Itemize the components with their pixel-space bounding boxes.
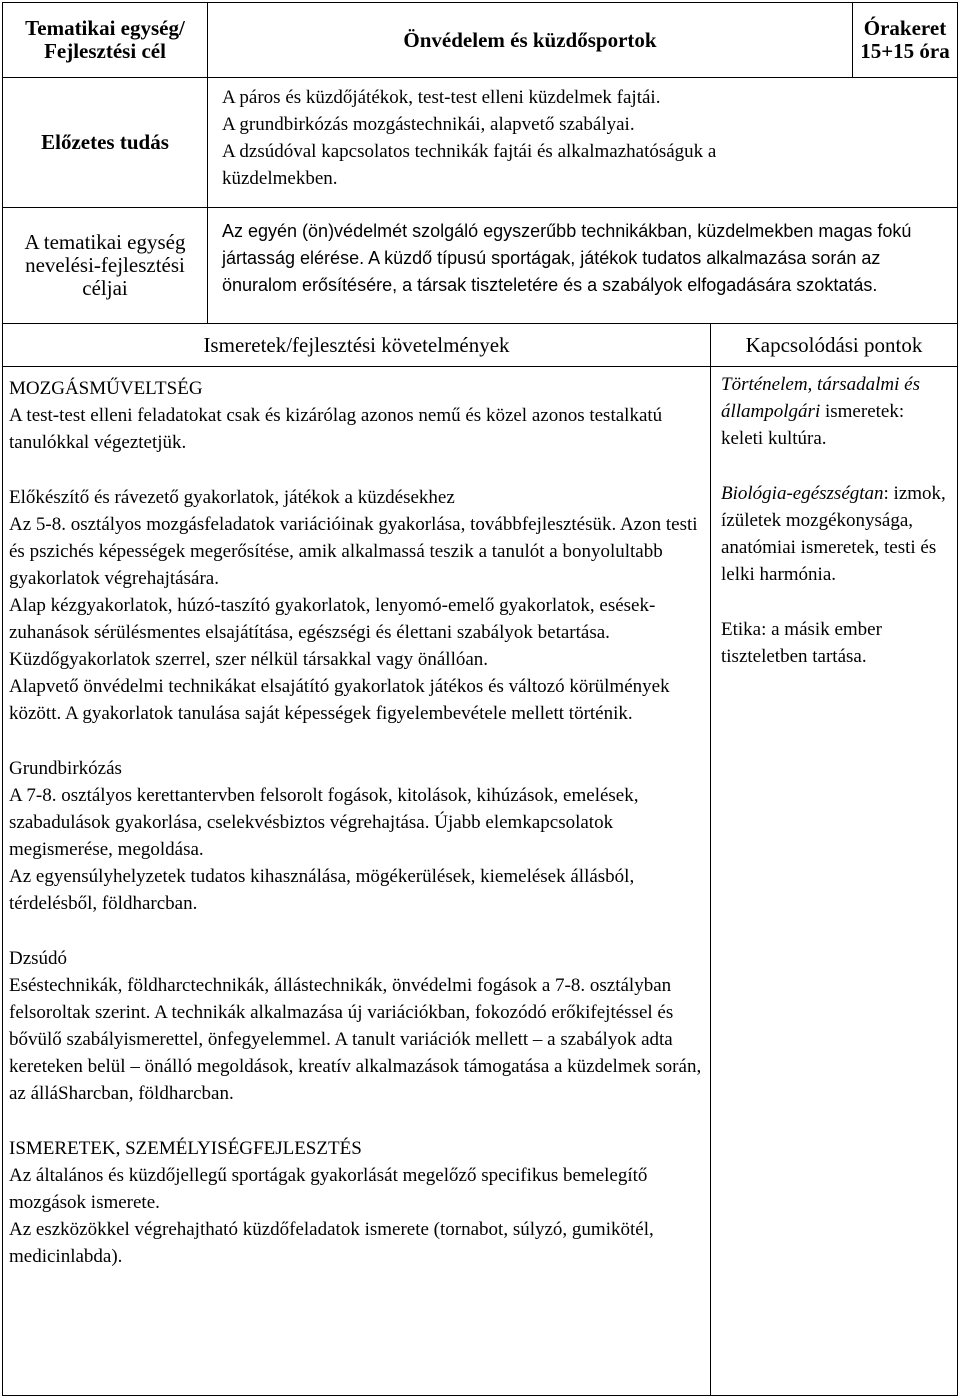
connections-header: Kapcsolódási pontok	[745, 332, 923, 357]
section-paragraph: Az eszközökkel végrehajtható küzdőfeladatok ismerete (tornabot, súlyzó, gumikötél, medicinlabda).	[9, 1219, 654, 1267]
section-paragraph: Az általános és küzdőjellegű sportágak gyakorlását megelőző specifikus bemelegítő mozgások ismerete.	[9, 1165, 648, 1213]
curriculum-document	[2, 2, 958, 1396]
section-paragraph: Alap kézgyakorlatok, húzó-taszító gyakorlatok, lenyomó-emelő gyakorlatok, esések-zuhanások sérülésmentes elsajátítása, egészségi és élettani szabályok betartása.	[9, 595, 656, 643]
goals-text-cell	[208, 208, 957, 323]
unit-label-line2: Fejlesztési cél	[44, 39, 166, 63]
requirements-content	[3, 367, 711, 1395]
unit-label-cell	[3, 3, 208, 77]
section-paragraph: A 7-8. osztályos kerettantervben felsorolt fogások, kitolások, kihúzások, emelések, szabadulások gyakorlása, cselekvésbiztos végrehajtása. Újabb elemkapcsolatok megismerése, megoldása.	[9, 785, 639, 860]
connection-text: : izmok, ízületek mozgékonysága, anatómiai ismeretek, testi és lelki harmónia.	[721, 483, 946, 585]
connection-subject: Biológia-egészségtan	[721, 483, 884, 504]
goals-label-line2: nevelési-fejlesztési	[25, 253, 185, 277]
prior-knowledge-label: Előzetes tudás	[41, 130, 169, 154]
section-paragraph: A test-test elleni feladatokat csak és kizárólag azonos nemű és közel azonos testalkatú tanulókkal végeztetjük.	[9, 405, 663, 453]
section-paragraph: Eséstechnikák, földharctechnikák, állástechnikák, önvédelmi fogások a 7-8. osztályban felsoroltak szerint. A technikák alkalmazása új variációkban, fokozódó erőkifejtéssel és bővülő szabályismerettel, önfegyelemmel. A tanult variációk mellett – a szabályok adta kereteken belül – önálló megoldások, kreatív alkalmazások támogatása a küzdelmek során, az álláSharcban, földharcban.	[9, 975, 702, 1104]
section-grundbirkozas	[9, 755, 704, 917]
body-row	[3, 367, 957, 1395]
goals-row	[3, 208, 957, 324]
topic-title: Önvédelem és küzdősportok	[403, 27, 657, 52]
section-title: ISMERETEK, SZEMÉLYISÉGFEJLESZTÉS	[9, 1138, 362, 1159]
goals-label-line1: A tematikai egység	[24, 230, 186, 254]
prior-knowledge-line: A dzsúdóval kapcsolatos technikák fajtái és alkalmazhatóságuk a	[222, 141, 717, 162]
connection-history	[721, 371, 951, 452]
requirements-header: Ismeretek/fejlesztési követelmények	[203, 332, 510, 357]
section-judo	[9, 945, 704, 1107]
section-title: Előkészítő és rávezető gyakorlatok, játékok a küzdésekhez	[9, 487, 455, 508]
connections-header-cell	[711, 324, 957, 366]
requirements-header-row	[3, 324, 957, 367]
connection-ethics	[721, 616, 951, 670]
section-paragraph: Az 5-8. osztályos mozgásfeladatok variációinak gyakorlása, továbbfejlesztésük. Azon testi és pszichés képességek megerősítése, amik alkalmassá teszik a tanulót a bonyolultabb gyakorlatok végrehajtására.	[9, 514, 698, 589]
prior-knowledge-line: küzdelmekben.	[222, 168, 338, 189]
header-row	[3, 3, 957, 78]
section-movement-culture	[9, 375, 704, 456]
unit-label-line1: Tematikai egység/	[25, 16, 185, 40]
prior-knowledge-line: A páros és küzdőjátékok, test-test elleni küzdelmek fajtái.	[222, 87, 661, 108]
goals-text: Az egyén (ön)védelmét szolgáló egyszerűbb technikákban, küzdelmekben magas fokú jártasság elérése. A küzdő típusú sportágak, játékok tudatos alkalmazása során az önuralom erősítésére, a társak tiszteletére és a szabályok elfogadására szoktatás.	[222, 221, 912, 295]
hours-label: Órakeret	[863, 16, 947, 40]
hours-cell	[853, 3, 957, 77]
topic-title-cell	[208, 3, 853, 77]
hours-value: 15+15 óra	[860, 39, 950, 63]
connections-content	[711, 367, 957, 1395]
requirements-header-cell	[3, 324, 711, 366]
section-preparatory-exercises	[9, 484, 704, 727]
connection-text: ismeretek: keleti kultúra.	[721, 401, 905, 449]
connection-text: Etika: a másik ember tiszteletben tartása.	[721, 619, 882, 667]
prior-knowledge-text-cell	[208, 78, 957, 207]
goals-label-cell	[3, 208, 208, 323]
section-paragraph: Az egyensúlyhelyzetek tudatos kihasználása, mögékerülések, kiemelések állásból, térdelésből, földharcban.	[9, 866, 635, 914]
section-knowledge-personality	[9, 1135, 704, 1270]
section-paragraph: Alapvető önvédelmi technikákat elsajátító gyakorlatok játékos és változó körülmények között. A gyakorlatok tanulása saját képességek figyelembevétele mellett történik.	[9, 676, 670, 724]
section-title: Dzsúdó	[9, 948, 68, 969]
connection-subject: Történelem, társadalmi és állampolgári	[721, 374, 920, 422]
section-paragraph: Küzdőgyakorlatok szerrel, szer nélkül társakkal vagy önállóan.	[9, 649, 489, 670]
prior-knowledge-row	[3, 78, 957, 208]
connection-biology	[721, 480, 951, 588]
goals-label-line3: céljai	[82, 276, 128, 300]
prior-knowledge-line: A grundbirkózás mozgástechnikái, alapvető szabályai.	[222, 114, 635, 135]
prior-knowledge-label-cell	[3, 78, 208, 207]
section-title: Grundbirkózás	[9, 758, 122, 779]
section-title: MOZGÁSMŰVELTSÉG	[9, 378, 203, 399]
